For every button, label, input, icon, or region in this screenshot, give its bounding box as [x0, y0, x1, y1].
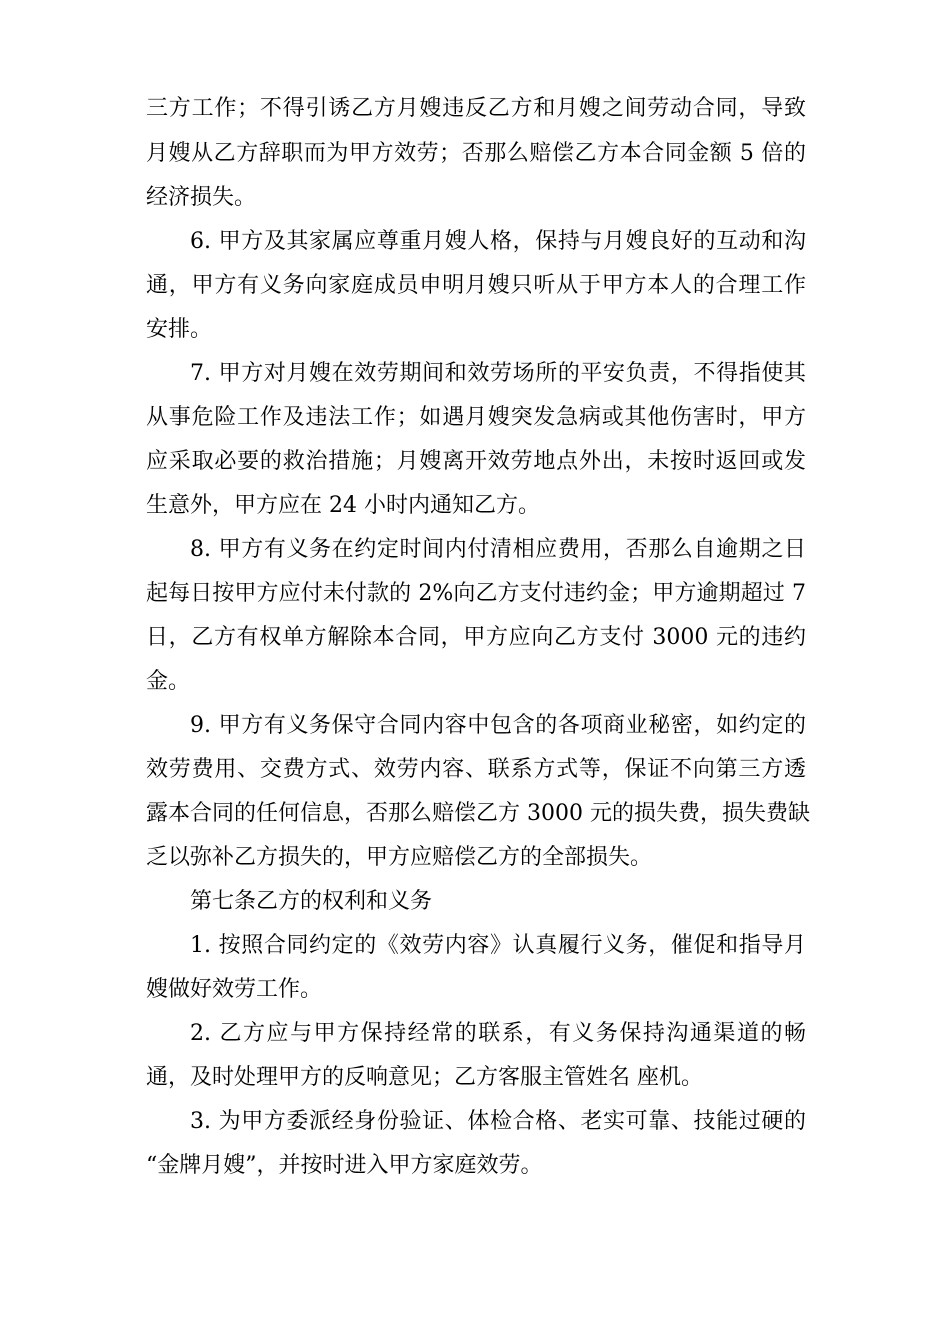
text-line: 露本合同的任何信息，否那么赔偿乙方 3000 元的损失费，损失费缺 [146, 801, 810, 826]
text-line: 从事危险工作及违法工作；如遇月嫂突发急病或其他伤害时，甲方 [146, 405, 806, 430]
text-line: 三方工作；不得引诱乙方月嫂违反乙方和月嫂之间劳动合同，导致 [146, 96, 806, 121]
text-line: 嫂做好效劳工作。 [146, 977, 323, 1002]
paragraph-8-first-line: 8. 甲方有义务在约定时间内付清相应费用，否那么自逾期之日 [190, 537, 806, 562]
text-line: 日，乙方有权单方解除本合同，甲方应向乙方支付 3000 元的违约 [146, 625, 806, 650]
paragraph-7-first-line: 7. 甲方对月嫂在效劳期间和效劳场所的平安负责，不得指使其 [190, 361, 806, 386]
text-line: 生意外，甲方应在 24 小时内通知乙方。 [146, 493, 540, 518]
text-line: 通，甲方有义务向家庭成员申明月嫂只听从于甲方本人的合理工作 [146, 273, 806, 298]
text-line: 效劳费用、交费方式、效劳内容、联系方式等，保证不向第三方透 [146, 757, 806, 782]
text-line: 安排。 [146, 317, 213, 342]
section-heading: 第七条乙方的权利和义务 [190, 889, 433, 914]
text-line: 经济损失。 [146, 185, 257, 210]
text-line: “金牌月嫂”，并按时进入甲方家庭效劳。 [146, 1153, 543, 1178]
text-line: 起每日按甲方应付未付款的 2%向乙方支付违约金；甲方逾期超过 7 [146, 581, 806, 606]
text-line: 应采取必要的救治措施；月嫂离开效劳地点外出，未按时返回或发 [146, 449, 806, 474]
text-line: 通，及时处理甲方的反响意见；乙方客服主管姓名 座机。 [146, 1065, 703, 1090]
item-3-first-line: 3. 为甲方委派经身份验证、体检合格、老实可靠、技能过硬的 [190, 1109, 806, 1134]
text-line: 乏以弥补乙方损失的，甲方应赔偿乙方的全部损失。 [146, 845, 653, 870]
paragraph-9-first-line: 9. 甲方有义务保守合同内容中包含的各项商业秘密，如约定的 [190, 713, 806, 738]
paragraph-6-first-line: 6. 甲方及其家属应尊重月嫂人格，保持与月嫂良好的互动和沟 [190, 229, 806, 254]
item-2-first-line: 2. 乙方应与甲方保持经常的联系，有义务保持沟通渠道的畅 [190, 1021, 806, 1046]
item-1-first-line: 1. 按照合同约定的《效劳内容》认真履行义务，催促和指导月 [190, 933, 806, 958]
text-line: 金。 [146, 669, 191, 694]
text-line: 月嫂从乙方辞职而为甲方效劳；否那么赔偿乙方本合同金额 5 倍的 [146, 141, 806, 166]
